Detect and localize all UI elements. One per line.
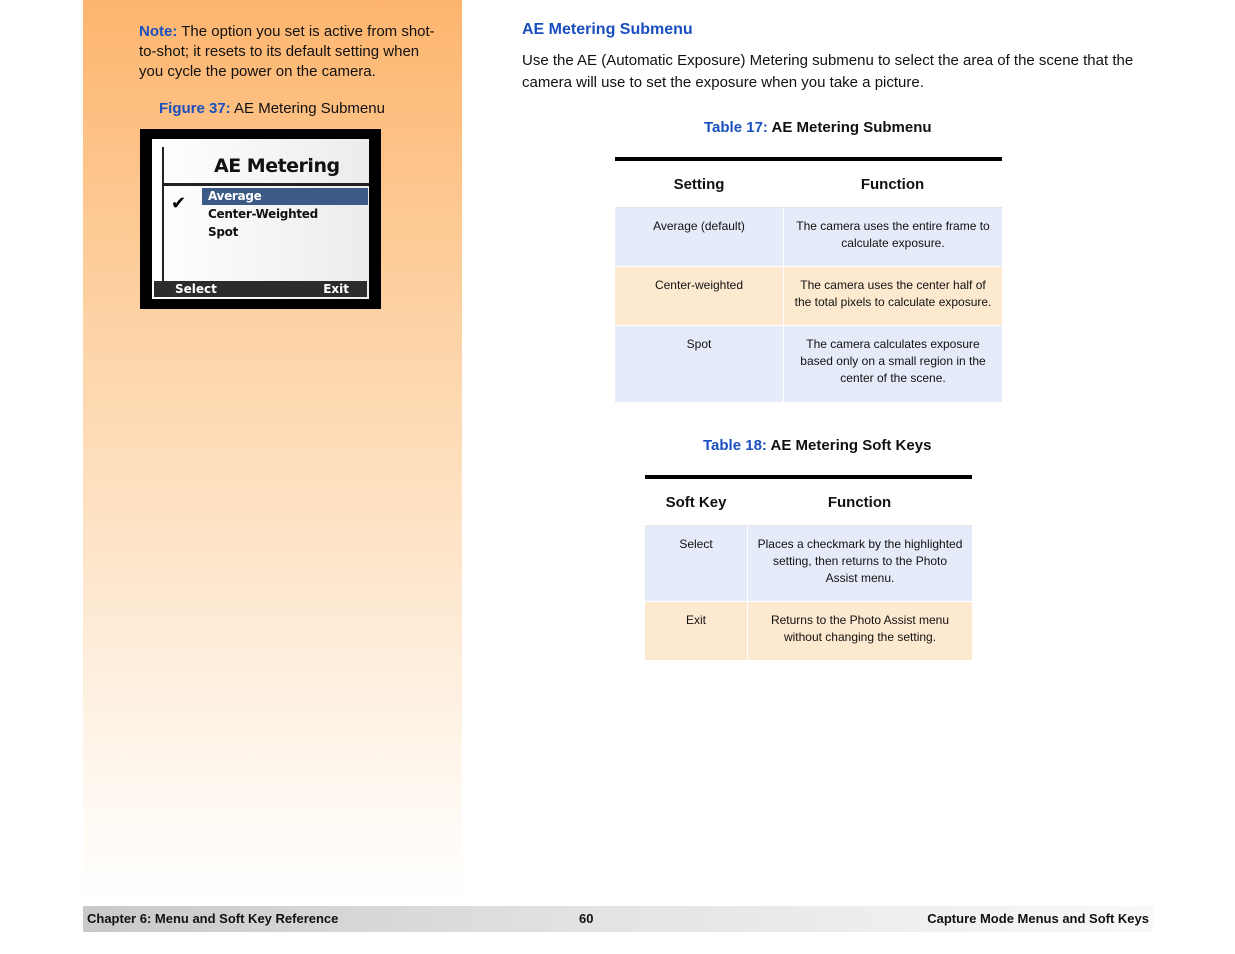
table17-cell-setting: Average (default) — [615, 208, 783, 267]
table17-header-setting: Setting — [615, 161, 783, 208]
footer-section: Capture Mode Menus and Soft Keys — [927, 911, 1149, 926]
section-intro: Use the AE (Automatic Exposure) Metering submenu to select the area of the scene that the camera will use to set the exposure when you take a picture. — [522, 52, 1134, 91]
table17-header-function: Function — [783, 161, 1002, 208]
lcd-menu-item-average: Average — [202, 188, 368, 205]
table17-cell-setting: Spot — [615, 326, 783, 403]
table17-cell-function: The camera uses the center half of the total pixels to calculate exposure. — [783, 267, 1002, 326]
table18-header-function: Function — [747, 479, 972, 526]
figure-label: Figure 37: — [159, 100, 231, 117]
footer-chapter: Chapter 6: Menu and Soft Key Reference — [87, 911, 339, 926]
lcd-title: AE Metering — [214, 155, 340, 177]
table-row — [615, 267, 1002, 326]
table17 — [615, 157, 1002, 403]
table17-header-row — [615, 161, 1002, 208]
table-row — [615, 208, 1002, 267]
table-row — [645, 526, 972, 602]
table18-header-row — [645, 479, 972, 526]
lcd-menu-item-spot: Spot — [208, 225, 239, 239]
table18-title: AE Metering Soft Keys — [770, 437, 932, 454]
table17-label: Table 17: — [704, 119, 768, 136]
table-row — [645, 602, 972, 661]
lcd-softkey-bar — [154, 281, 367, 297]
section-heading: AE Metering Submenu — [522, 21, 693, 38]
figure-title: AE Metering Submenu — [234, 100, 385, 117]
table17-title: AE Metering Submenu — [771, 119, 932, 136]
table-row — [615, 326, 1002, 403]
lcd-divider-vertical — [162, 147, 164, 289]
lcd-softkey-exit: Exit — [323, 282, 349, 296]
lcd-menu-item-center-weighted: Center-Weighted — [208, 207, 318, 221]
table17-cell-setting: Center-weighted — [615, 267, 783, 326]
table18-cell-key: Select — [645, 526, 747, 602]
table18-caption — [703, 437, 931, 454]
footer-page-number: 60 — [579, 911, 594, 926]
lcd-divider-horizontal — [162, 183, 369, 186]
table17-cell-function: The camera calculates exposure based only on a small region in the center of the scene. — [783, 326, 1002, 403]
checkmark-icon: ✔ — [171, 193, 187, 213]
table17-cell-function: The camera uses the entire frame to calculate exposure. — [783, 208, 1002, 267]
note-paragraph — [139, 22, 444, 82]
table18-header-soft-key: Soft Key — [645, 479, 747, 526]
note-text: The option you set is active from shot-to-shot; it resets to its default setting when you cycle the power on the camera. — [139, 23, 435, 80]
table18 — [645, 475, 972, 661]
table18-label: Table 18: — [703, 437, 767, 454]
table18-cell-function: Places a checkmark by the highlighted setting, then returns to the Photo Assist menu. — [747, 526, 972, 602]
table18-cell-key: Exit — [645, 602, 747, 661]
note-label: Note: — [139, 23, 178, 40]
camera-lcd-screenshot — [140, 129, 381, 309]
lcd-screen — [152, 139, 369, 299]
table18-cell-function: Returns to the Photo Assist menu without changing the setting. — [747, 602, 972, 661]
page-footer — [83, 906, 1153, 932]
figure-caption — [159, 99, 385, 119]
table17-caption — [704, 119, 932, 136]
lcd-softkey-select: Select — [175, 282, 217, 296]
